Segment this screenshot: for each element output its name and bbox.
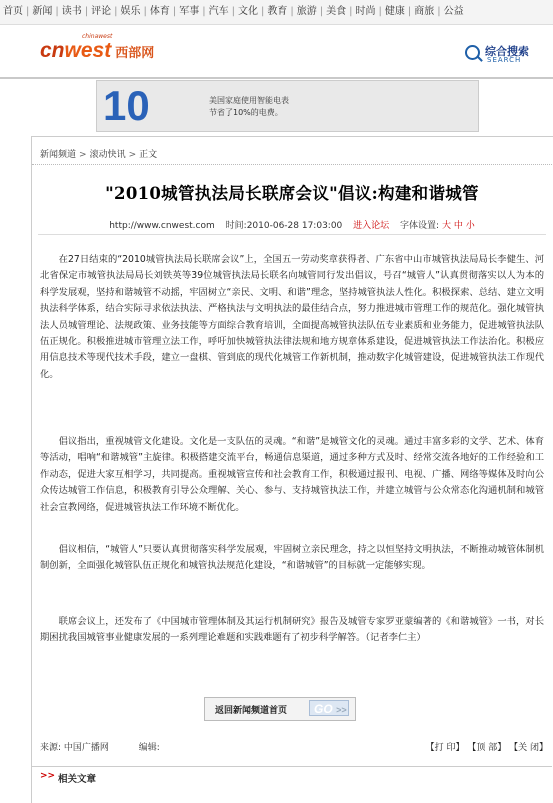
logo-sup: chinawest bbox=[82, 33, 113, 40]
chevron-right-icon: >> bbox=[40, 771, 56, 781]
top-link[interactable]: 【顶 部】 bbox=[467, 743, 507, 753]
back-label: 返回新闻频道首页 bbox=[215, 706, 288, 716]
nav-separator: | bbox=[114, 6, 118, 17]
breadcrumb-news-channel[interactable]: 新闻频道 bbox=[40, 150, 77, 160]
top-nav-item[interactable]: 娱乐 bbox=[120, 6, 141, 17]
search-label: 综合搜索 bbox=[485, 45, 529, 58]
go-arrow-icon: >> bbox=[336, 705, 347, 715]
nav-separator: | bbox=[319, 6, 324, 17]
breadcrumb-sep: > bbox=[79, 150, 87, 160]
ad-line-2: 节省了10%的电费。 bbox=[209, 108, 283, 117]
top-nav-bar bbox=[0, 0, 553, 25]
breadcrumb-rolling-news[interactable]: 滚动快讯 bbox=[89, 150, 126, 160]
ad-number: 10 bbox=[103, 82, 150, 129]
top-nav-item[interactable]: 军事 bbox=[179, 6, 200, 17]
top-nav-item[interactable]: 公益 bbox=[443, 6, 464, 17]
go-label: GO bbox=[314, 702, 333, 716]
related-articles-header bbox=[32, 766, 552, 787]
publish-time: 2010-06-28 17:03:00 bbox=[246, 221, 343, 231]
top-nav-item[interactable]: 文化 bbox=[238, 6, 258, 17]
related-articles-label: 相关文章 bbox=[58, 774, 97, 785]
source-label: 来源: bbox=[40, 743, 62, 753]
font-size-label: 字体设置: bbox=[400, 221, 440, 231]
font-large-link[interactable]: 大 bbox=[441, 221, 451, 231]
ad-banner[interactable] bbox=[96, 80, 479, 132]
site-header bbox=[0, 25, 553, 79]
source-url[interactable]: http://www.cnwest.com bbox=[109, 221, 215, 231]
nav-separator: | bbox=[84, 6, 89, 17]
top-nav-item[interactable]: 评论 bbox=[91, 6, 112, 17]
nav-separator: | bbox=[26, 6, 30, 17]
top-nav-item[interactable]: 体育 bbox=[149, 6, 170, 17]
cnwest-logo[interactable] bbox=[40, 33, 155, 67]
article-paragraph: 联席会议上，还发布了《中国城市管理体制及其运行机制研究》报告及城管专家罗亚蒙编著的《和谐城管》一书，对长期困扰我国城管事业健康发展的一系列理论难题和实践难题有了初步科学解答。（记者李仁主） bbox=[40, 616, 544, 644]
article-title: "2010城管执法局长联席会议"倡议:构建和谐城管 bbox=[105, 184, 479, 203]
top-nav-item[interactable]: 汽车 bbox=[208, 6, 229, 17]
article-paragraph: 倡议指出，重视城管文化建设。文化是一支队伍的灵魂。“和谐”是城管文化的灵魂。通过丰富多彩的文学、艺术、体育等活动，唱响“和谐城管”主旋律。积极搭建交流平台，畅通信息渠道，通过多种方式及时、经常交流各地好的工作经验和工作动态，促进大家互相学习，共同提高。重视城管宣传和社会教育工作，积极通过报刊、电视、广播、网络等媒体及时向公众传达城管工作信息，积极教育引导公众理解、关心、参与、支持城管执法工作，并建立城管与公众常态化沟通机制和城管社会宣教网络，促进城管执法工作环境不断优化。 bbox=[40, 436, 544, 513]
top-nav-item[interactable]: 新闻 bbox=[32, 6, 53, 17]
breadcrumb-current: 正文 bbox=[139, 150, 158, 160]
article-paragraph: 倡议相信，“城管人”只要认真贯彻落实科学发展观，牢固树立亲民理念，持之以恒坚持文明执法，不断推动城管体制机制创新，全面强化城管队伍正规化和城管执法规范化建设，“和谐城管”的目标就一定能够实现。 bbox=[40, 544, 544, 572]
breadcrumb bbox=[40, 147, 157, 160]
nav-separator: | bbox=[55, 6, 59, 17]
search-sub-label: SEARCH bbox=[487, 56, 522, 64]
top-nav-item[interactable]: 健康 bbox=[384, 6, 405, 17]
divider bbox=[32, 164, 552, 165]
print-link[interactable]: 【打 印】 bbox=[425, 743, 465, 753]
nav-separator: | bbox=[378, 6, 382, 17]
nav-separator: | bbox=[172, 6, 177, 17]
nav-separator: | bbox=[202, 6, 206, 17]
nav-separator: | bbox=[349, 6, 353, 17]
integrated-search[interactable] bbox=[465, 43, 543, 65]
font-small-link[interactable]: 小 bbox=[465, 221, 475, 231]
nav-separator: | bbox=[261, 6, 265, 17]
top-nav-item[interactable]: 时尚 bbox=[355, 6, 376, 17]
top-nav-item[interactable]: 首页 bbox=[3, 6, 23, 17]
top-nav-item[interactable]: 旅游 bbox=[296, 6, 317, 17]
back-to-channel-button[interactable] bbox=[204, 697, 356, 721]
ad-line-1: 美国家庭使用智能电表 bbox=[209, 96, 289, 105]
search-icon bbox=[465, 45, 480, 60]
top-nav-item[interactable]: 教育 bbox=[267, 6, 288, 17]
divider bbox=[38, 234, 546, 235]
logo-west: west bbox=[64, 39, 112, 62]
nav-separator: | bbox=[407, 6, 412, 17]
time-label: 时间: bbox=[225, 221, 247, 231]
nav-separator: | bbox=[290, 6, 294, 17]
close-link[interactable]: 【关 闭】 bbox=[509, 743, 548, 753]
breadcrumb-sep: > bbox=[128, 150, 137, 160]
top-nav-item[interactable]: 商旅 bbox=[414, 6, 435, 17]
go-button[interactable] bbox=[309, 700, 349, 716]
logo-cn: cn bbox=[40, 39, 65, 62]
nav-separator: | bbox=[231, 6, 235, 17]
top-nav-item[interactable]: 美食 bbox=[326, 6, 347, 17]
nav-separator: | bbox=[437, 6, 441, 17]
article-footer bbox=[40, 740, 548, 753]
font-medium-link[interactable]: 中 bbox=[453, 221, 463, 231]
logo-name: 西部网 bbox=[115, 46, 155, 61]
editor-label: 编辑: bbox=[138, 743, 160, 753]
nav-separator: | bbox=[143, 6, 147, 17]
source-name: 中国广播网 bbox=[63, 743, 109, 753]
forum-link[interactable]: 进入论坛 bbox=[353, 221, 390, 231]
article-meta bbox=[32, 218, 552, 231]
article-paragraph: 在27日结束的“2010城管执法局长联席会议”上，全国五一劳动奖章获得者、广东省中山市城管执法局局长李健生、河北省保定市城管执法局局长刘铁英等39位城管执法局长联名向城管同行发出倡议，号召“城管人”认真贯彻落实以人为本的科学发展观，坚持和谐城管不动摇，牢固树立“亲民、文明、和谐”理念，坚持城管执法人性化。积极探索、总结、建立文明执法科学体系，结合实际寻求依法执法、严格执法与文明执法的最佳结合点，努力推进城市管理工作的规范化。强化城管执法人员城管理论、法规政策、业务技能等方面综合教育培训，全面提高城管执法队伍专业素质和业务能力，促进城管执法队伍正规化。积极推进城市管理立法工作，呼吁加快城管执法律法规和地方规章体系建设，促进城管执法工作法治化。积极应用信息技术等现代技术手段，建立一盘棋、管到底的现代化城管工作新机制，推动数字化城管建设，促进城管执法工作现代化。 bbox=[40, 254, 544, 380]
top-nav-item[interactable]: 读书 bbox=[61, 6, 82, 17]
